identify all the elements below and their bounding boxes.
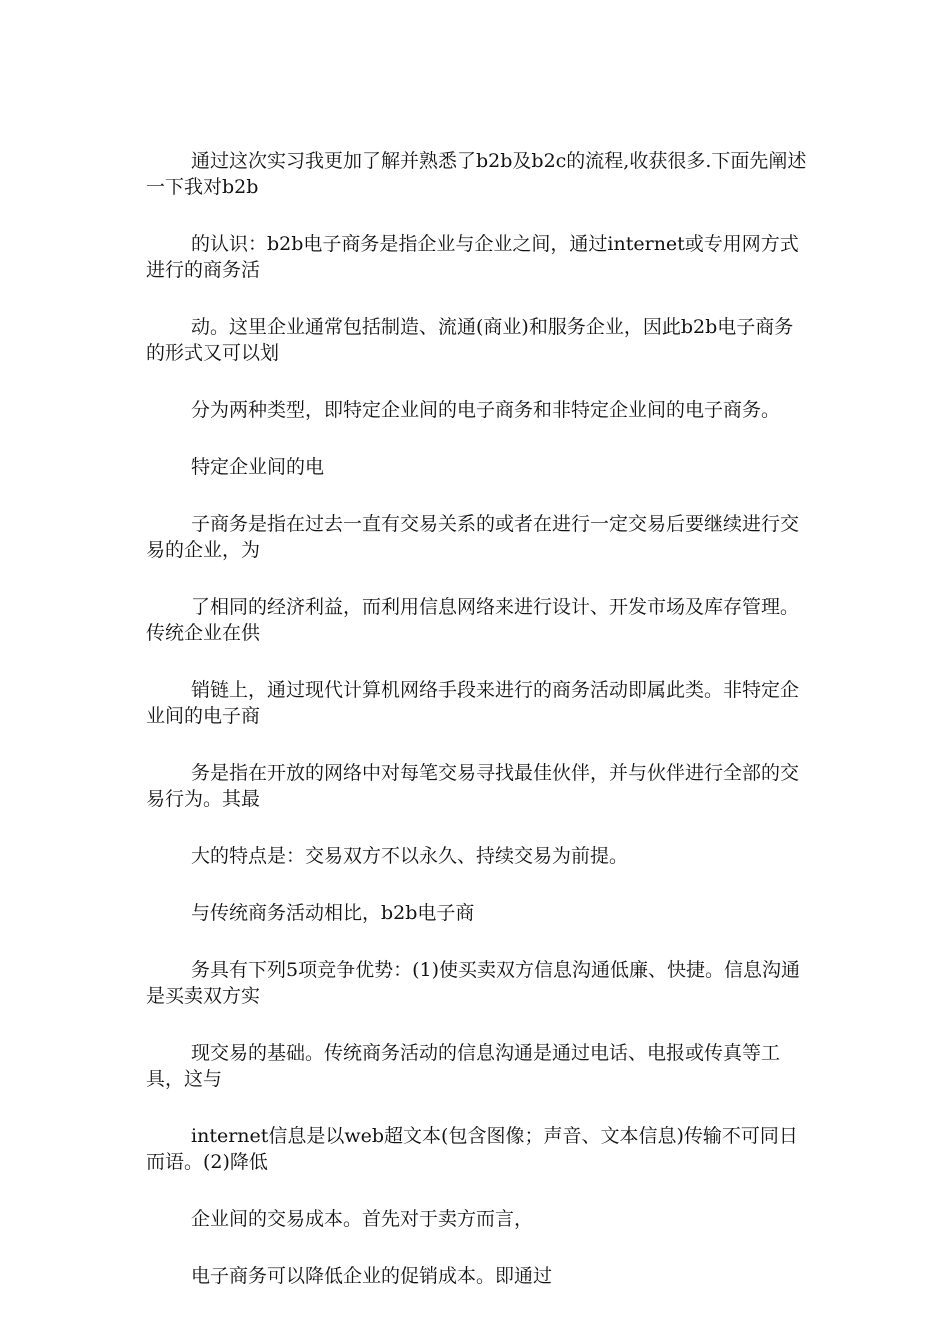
paragraph: 与传统商务活动相比，b2b电子商 <box>191 902 475 924</box>
paragraph: 特定企业间的电 <box>191 456 325 478</box>
paragraph: 大的特点是：交易双方不以永久、持续交易为前提。 <box>191 845 629 867</box>
paragraph: 电子商务可以降低企业的促销成本。即通过 <box>191 1265 553 1287</box>
paragraph: 了相同的经济利益，而利用信息网络来进行设计、开发市场及库存管理。传统企业在供 <box>146 596 800 644</box>
paragraph: 现交易的基础。传统商务活动的信息沟通是通过电话、电报或传真等工具，这与 <box>146 1042 781 1090</box>
paragraph: 动。这里企业通常包括制造、流通(商业)和服务企业，因此b2b电子商务的形式又可以划 <box>146 316 794 364</box>
paragraph: internet信息是以web超文本(包含图像；声音、文本信息)传输不可同日而语。(2)降低 <box>146 1125 798 1173</box>
paragraph: 销链上，通过现代计算机网络手段来进行的商务活动即属此类。非特定企业间的电子商 <box>146 679 800 727</box>
document-body <box>146 148 808 1320</box>
paragraph: 务具有下列5项竞争优势：(1)使买卖双方信息沟通低廉、快捷。信息沟通是买卖双方实 <box>146 959 801 1007</box>
paragraph: 分为两种类型，即特定企业间的电子商务和非特定企业间的电子商务。 <box>191 399 781 421</box>
paragraph: 通过这次实习我更加了解并熟悉了b2b及b2c的流程,收获很多.下面先阐述一下我对b2b <box>146 150 807 198</box>
paragraph: 务是指在开放的网络中对每笔交易寻找最佳伙伴，并与伙伴进行全部的交易行为。其最 <box>146 762 800 810</box>
paragraph: 子商务是指在过去一直有交易关系的或者在进行一定交易后要继续进行交易的企业，为 <box>146 513 800 561</box>
paragraph: 企业间的交易成本。首先对于卖方而言， <box>191 1208 534 1230</box>
paragraph: 的认识：b2b电子商务是指企业与企业之间，通过internet或专用网方式进行的商务活 <box>146 233 799 281</box>
